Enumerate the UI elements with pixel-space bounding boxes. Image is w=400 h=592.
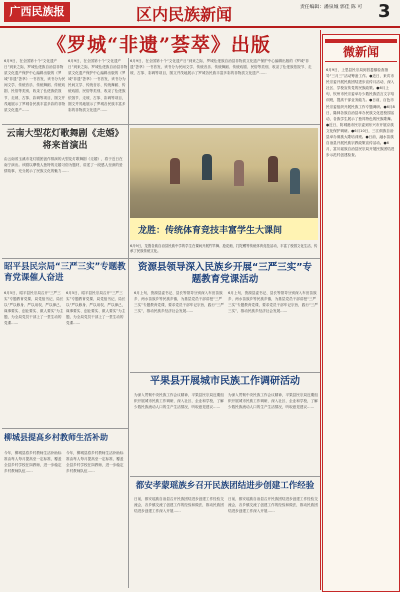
photo-students-bamboo-dance [130, 128, 318, 240]
divider [2, 124, 320, 125]
ziyuan-article-text-col2: 6月上旬，资源县委书记、县长等领导分别深入车田苗族乡、两水苗族乡等民族乡镇，为基层党员干部讲授“三严三实”专题教育党课，要求党员干部牢记宗旨，践行“三严三实”，推动民族乡经济社会发展…… [228, 291, 318, 314]
divider [130, 476, 320, 477]
duan-article-text: 日前，都安瑶族自治县召开民族团结进步创建工作经验交流会，各乡镇交流了创建工作的经验和做法，推动民族团结进步创建工作深入开展…… [134, 497, 224, 514]
photo-caption-title: 龙胜：传统体育竞技丰富学生大课间 [138, 226, 283, 236]
micro-news-sidebar [322, 34, 400, 592]
zhaoping-article-text-col2: 6月5日，昭平县民宗局召开“三严三实”专题教育党课，局党组书记、局长以“严以修身、严以用权、严以律己，谋事要实、创业要实、做人要实”为主题，为全局党员干部上了一堂生动的党课…… [66, 291, 126, 326]
pingguo-article-text: 为深入贯彻中央民族工作会议精神，平果县民宗局近期组织开展城市民族工作调研，深入社区、企业和学校，了解少数民族流动人口的生产生活情况，听取意见建议…… [134, 393, 224, 410]
photo-caption: 6月9日，龙胜各族自治县民族中学的学生在课间开展竹竿舞、抢花炮、打陀螺等传统体育竞技活动，丰富了校园文化生活，传承了民族传统文化。 [130, 244, 318, 254]
liucheng-article-text: 今年，柳城县将乡村教师生活补助标准由每人每月提高至一定标准，覆盖全县乡村学校在岗教师，进一步稳定乡村教师队伍…… [4, 451, 62, 474]
ziyuan-headline: 资源县领导深入民族乡开展“三严三实”专题教育党课活动 [138, 262, 312, 285]
student-figure [202, 154, 212, 180]
column-separator [128, 58, 129, 588]
sidebar-divider [325, 61, 397, 62]
student-figure [170, 158, 180, 184]
student-figure [268, 156, 278, 182]
zhaoping-article-text: 6月5日，昭平县民宗局召开“三严三实”专题教育党课，局党组书记、局长以“严以修身、严以用权、严以律己，谋事要实、创业要实、做人要实”为主题，为全局党员干部上了一堂生动的党课…… [4, 291, 64, 326]
page-number: 3 [378, 1, 391, 22]
student-figure [290, 168, 300, 194]
duan-article-text-col2: 日前，都安瑶族自治县召开民族团结进步创建工作经验交流会，各乡镇交流了创建工作的经验和做法，推动民族团结进步创建工作深入开展…… [228, 497, 318, 514]
lead-article-text-col3: 6月9日，在全国第十个“文化遗产日”到来之际，罗城仫佬族自治县非物质文化遗产保护中心编辑出版的《罗城“非遗”荟萃》一书首发，该书分为民间文学、传统音乐、传统舞蹈、传统戏剧、民俗等类别，收录了仫佬族依饭节、走坡、古筝、彩调等项目，图文并茂地展示了罗城各民族丰富多彩的非物质文化遗产…… [130, 59, 312, 76]
editor-info: 责任编辑：潘泉城 郭佳 陈 可 [300, 5, 363, 10]
liucheng-headline: 柳城县提高乡村教师生活补助 [4, 433, 108, 442]
sidebar-news-text: 6月9日，上思县民宗局到昌菱镇检查指导“三月三”活动筹备工作。●近日，来宾市民宗委开展民族团结进步宣传月活动，深入社区、学校宣传党的民族政策。●6月上旬，钦州市民宗委举办少数民族语言文字培训班，提高干部业务能力。●日前，百色市民宗委组织开展民族工作专题调研。●6月8日，隆林各族自治县举办民族文化进校园活动，各族学生展示了独具特色的民族歌舞。●近日，防城港市民宗委到东兴市开展京族文化保护调研。●6月10日，三江侗族自治县举办侗族大歌培训班。●日前，融水苗族自治县开展民族宗教政策宣传活动。●6月，富川瑶族自治县民宗局开展民族团结进步示范村创建检查。 [326, 68, 395, 158]
divider [130, 372, 320, 373]
paper-logo: 广西民族报 [4, 2, 70, 22]
yunnan-headline: 云南大型花灯歌舞剧《走婚》将来首演出 [6, 129, 124, 151]
section-title: 区内民族新闻 [136, 5, 233, 24]
student-figure [234, 160, 244, 186]
divider [2, 258, 320, 259]
liucheng-article-text-col2: 今年，柳城县将乡村教师生活补助标准由每人每月提高至一定标准，覆盖全县乡村学校在岗教师，进一步稳定乡村教师队伍…… [66, 451, 124, 474]
sidebar-title: 微新闻 [342, 45, 379, 59]
lead-article-text: 6月9日，在全国第十个“文化遗产日”到来之际，罗城仫佬族自治县非物质文化遗产保护中心编辑出版的《罗城“非遗”荟萃》一书首发，该书分为民间文学、传统音乐、传统舞蹈、传统戏剧、民俗等类别，收录了仫佬族依饭节、走坡、古筝、彩调等项目，图文并茂地展示了罗城各民族丰富多彩的非物质文化遗产…… [4, 59, 66, 112]
ziyuan-article-text: 6月上旬，资源县委书记、县长等领导分别深入车田苗族乡、两水苗族乡等民族乡镇，为基层党员干部讲授“三严三实”专题教育党课，要求党员干部牢记宗旨，践行“三严三实”，推动民族乡经济社会发展…… [134, 291, 224, 314]
duan-headline: 都安孝蒙瑶族乡召开民族团结进步创建工作经验 [135, 481, 315, 491]
zhaoping-headline: 昭平县民宗局“三严三实”专题教育党课催人奋进 [4, 262, 126, 283]
photo-caption-band [130, 218, 318, 240]
pingguo-article-text-col2: 为深入贯彻中央民族工作会议精神，平果县民宗局近期组织开展城市民族工作调研，深入社区、企业和学校，了解少数民族流动人口的生产生活情况，听取意见建议…… [228, 393, 318, 410]
main-headline: 《罗城“非遗”荟萃》出版 [47, 34, 271, 56]
divider [2, 428, 128, 429]
column-separator [320, 30, 321, 590]
masthead [0, 0, 400, 28]
lead-article-text-col2: 6月9日，在全国第十个“文化遗产日”到来之际，罗城仫佬族自治县非物质文化遗产保护中心编辑出版的《罗城“非遗”荟萃》一书首发，该书分为民间文学、传统音乐、传统舞蹈、传统戏剧、民俗等类别，收录了仫佬族依饭节、走坡、古筝、彩调等项目，图文并茂地展示了罗城各民族丰富多彩的非物质文化遗产…… [68, 59, 128, 112]
yunnan-article-text: 由云南省玉溪市花灯剧团创作排演的大型花灯歌舞剧《走婚》，将于近日在南宁演出。该剧以摩梭人独特的走婚习俗为题材，讲述了一段感人至深的爱情故事，充分展示了民族文化的魅力…… [4, 157, 123, 174]
pingguo-headline: 平果县开展城市民族工作调研活动 [150, 376, 300, 387]
